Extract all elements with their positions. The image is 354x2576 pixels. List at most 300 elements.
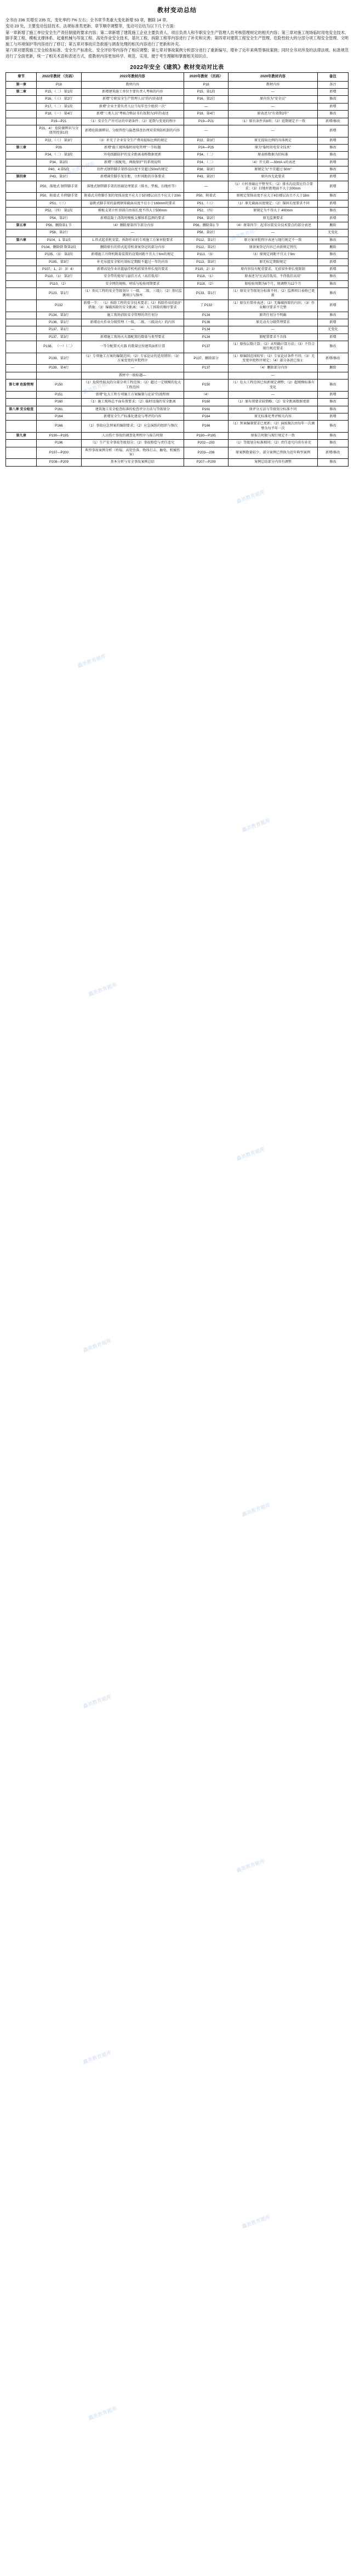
cell-page-2022: P136、第1行 (37, 319, 81, 326)
cell-page-2020: P166 (184, 421, 229, 433)
cell-chapter (6, 372, 37, 379)
cell-chapter (6, 300, 37, 312)
watermark: 鑫美教育题库 (236, 1146, 266, 1162)
cell-page-2022: P110、（1） 第2行 (37, 273, 81, 280)
cell-content-2022: （1）专项施工方案的编制范围；（2）专家论证的适用情形；（3）方案变更的审批程序 (81, 353, 184, 365)
table-row (6, 174, 349, 181)
cell-content-2022: （1）危险性较大的分部分项工程范围；（2）超过一定规模的危大工程范围 (81, 380, 184, 392)
cell-note: 修改 (317, 280, 348, 288)
cell-content-2020: 原表述为"有效期2年" (229, 111, 318, 118)
cell-content-2022: 1.塔式起重机安装、拆卸作业的专项施工方案审批要求 (81, 237, 184, 244)
cell-content-2020: （3）原规定间距不宜大于9m (229, 251, 318, 258)
cell-page-2022: P15、（二） 第1段 (37, 89, 81, 96)
cell-note: 新增 (317, 89, 348, 96)
table-row (6, 440, 349, 447)
cell-content-2020: （1）原无截面高度规定；（2）锚固长度要求不同 (229, 200, 318, 207)
cell-note: 修改 (317, 193, 348, 200)
cell-page-2020: P207—P209 (184, 459, 229, 466)
cell-page-2020: — (184, 103, 229, 110)
cell-chapter: 第二章 (6, 89, 37, 96)
cell-page-2022: P52、（四） 第1段 (37, 208, 81, 215)
cell-note: 修改 (317, 111, 348, 118)
cell-page-2020: P24—P25 (184, 144, 229, 151)
table-row (6, 334, 349, 341)
cell-content-2020: 原方案审批程序表述与现行规定不一致 (229, 237, 318, 244)
cell-page-2020: P134 (184, 326, 229, 334)
cell-page-2020: P190—P195 (184, 433, 229, 440)
cell-chapter (6, 208, 37, 215)
intro-line: 第一章新增了施工单位安全生产责任制度的要求内容；第二章新增了建筑施工企业主要负责人、项目负责人和专职安全生产管理人员考核管理规定的相关内容；第三章对施工现场临时用电安全技术、脚手架工程、模板支撑体系、起重机械与吊装工程、高处作业安全技术、基坑工程、拆除工程等内容进行了补充和完善；第四章对建筑工程安全生产管理、危险性较大的分部分项工程安全管理、文明施工与环境保护等内容进行了修订；第五章对事故应急救援与调查处理的相关内容进行了更新和补充。 (5, 30, 349, 47)
cell-page-2022: P50、附着式 升降脚手架 (37, 193, 81, 200)
cell-content-2022: 附着式升降脚手架的架体高度不应大于5倍楼层高且不应大于20m (81, 193, 184, 200)
table-row (6, 273, 349, 280)
cell-content-2020: 教材内容 (229, 81, 318, 88)
table-row (6, 125, 349, 137)
cell-page-2020: P18、第4行 (184, 111, 229, 118)
cell-content-2022: 教材中一级标题— (81, 372, 184, 379)
cell-content-2020: 原案例数量较少，部分案例已替换为近年典型案例 (229, 447, 318, 459)
cell-content-2022: （1）基坑工程的安全等级划分（一级、二级、三级）；（2）基坑监测项目与频率 (81, 288, 184, 300)
cell-content-2020: （4）删除部分内容 (229, 365, 318, 372)
cell-page-2022: P18、（一） 第4行 (37, 111, 81, 118)
cell-note: 无变化 (317, 326, 348, 334)
cell-content-2020: （1）立杆基础应平整坚实；（2）排水沟设置应符合要求；（3）扫地杆距地面不大于200mm (229, 181, 318, 193)
cell-page-2020: P150 (184, 380, 229, 392)
cell-page-2020: P19—P21 (184, 118, 229, 125)
cell-content-2020: （1）原仅有简单表述；（2）无爆破拆除的内容；（3）作业顺序要求不完整 (229, 300, 318, 312)
cell-content-2020: 原检验周期为6个月，现调整为12个月 (229, 280, 318, 288)
table-row (6, 89, 349, 96)
cell-content-2022: 新增"危大工程专项施工方案编制与论证"的流程图 (81, 391, 184, 398)
watermark: 鑫美教育题库 (236, 489, 266, 504)
cell-content-2022: （1）生产安全事故等级划分；（2）事故赔偿与责任追究 (81, 440, 184, 447)
cell-chapter (6, 312, 37, 319)
cell-content-2022: — (81, 326, 184, 334)
cell-page-2020: P137 (184, 341, 229, 353)
cell-page-2022: P34、第2段 (37, 159, 81, 166)
cell-note: 修改 (317, 237, 348, 244)
cell-chapter (6, 334, 37, 341)
table-row (6, 288, 349, 300)
cell-page-2020: P34、（二） (184, 159, 229, 166)
cell-content-2022: 新增满堂脚手架步距、立杆间距的具体要求 (81, 174, 184, 181)
cell-content-2020: — (229, 229, 318, 237)
cell-chapter: 第九章 (6, 433, 37, 440)
cell-chapter (6, 96, 37, 103)
table-row (6, 300, 349, 312)
cell-content-2020: （1）原编制范围较窄；（2）专家论证条件不同；（3）无变更审批程序规定；（4）部分条款已废止 (229, 353, 318, 365)
cell-content-2022: 外电线路防护的安全距离表格数据更新 (81, 152, 184, 159)
cell-content-2020: 原备案登记内容已由新规定替代 (229, 244, 318, 251)
cell-content-2020: — (229, 372, 318, 379)
cell-content-2022: （4）删除原第四节部分内容 (81, 222, 184, 229)
table-row (6, 118, 349, 125)
cell-note: 新增 (317, 103, 348, 110)
cell-chapter (6, 258, 37, 266)
cell-chapter (6, 459, 37, 466)
table-body (6, 81, 349, 466)
cell-page-2022: P134、第3行 (37, 312, 81, 319)
table-row (6, 406, 349, 413)
cell-chapter: 第一章 (6, 81, 37, 88)
cell-note: 修改 (317, 273, 348, 280)
cell-page-2022: P58、第2行 (37, 229, 81, 237)
cell-page-2022: P138、 （一）（二） (37, 341, 81, 353)
cell-page-2020: P134 (184, 312, 229, 319)
cell-page-2020: P160 (184, 399, 229, 406)
cell-page-2020: — (184, 125, 229, 137)
cell-chapter (6, 103, 37, 110)
cell-page-2022: P17、（二） 第1段 (37, 103, 81, 110)
cell-page-2020: P118、（2） (184, 280, 229, 288)
watermark: 鑫美教育题库 (241, 1502, 271, 1517)
cell-page-2020: P161 (184, 406, 229, 413)
cell-chapter (6, 137, 37, 144)
cell-page-2020: P51、（三） (184, 200, 229, 207)
intro-line: 变动 23 处，主要变动包括技术、法规标准类更新、章节顺序调整等，变动可总结为以下几个方面： (5, 24, 178, 29)
cell-content-2020: （1）预案编制要求已更新；（2）演练频次由每年一次调整为每半年一次 (229, 421, 318, 433)
cell-content-2022: 悬挑式脚手架的悬挑钢梁截面高度不应小于160mm的要求 (81, 200, 184, 207)
cell-chapter (6, 341, 37, 353)
cell-page-2022: P107、1、2） 3）4） (37, 266, 81, 273)
cell-content-2020: — (229, 326, 318, 334)
cell-content-2022: 典型事故案例分析（坍塌、高处坠落、物体打击、触电、机械伤害） (81, 447, 184, 459)
cell-chapter: 第八章 安全检查 (6, 406, 37, 413)
cell-content-2022: 建筑施工安全检查标准的检查评分方法与等级划分 (81, 406, 184, 413)
table-row (6, 391, 349, 398)
cell-note: 新增 (317, 181, 348, 193)
cell-chapter: 第六章 (6, 237, 37, 244)
cell-content-2020: 原配置要求不具体 (229, 334, 318, 341)
table-title: 2022年安全《建筑》教材变动对比表 (130, 65, 224, 71)
cell-content-2020: 原评分方法与等级划分标准不同 (229, 406, 318, 413)
watermark: 鑫美教育题库 (230, 226, 260, 242)
cell-page-2022 (37, 372, 81, 379)
cell-content-2022: 基本分析与安全事故案例总结 (81, 459, 184, 466)
cell-page-2022: P43、第3行 (37, 174, 81, 181)
cell-note: 新增 (317, 174, 348, 181)
cell-note: 修改 (317, 341, 348, 353)
cell-chapter (6, 229, 37, 237)
cell-content-2020: 原责任划分不明确 (229, 312, 318, 319)
cell-content-2020: 原无提取比例的具体规定 (229, 137, 318, 144)
table-row (6, 215, 349, 222)
cell-note (317, 372, 348, 379)
cell-page-2022: P139、第4行 (37, 365, 81, 372)
cell-content-2022: 新增建筑施工单位主要负责人考核的内容 (81, 89, 184, 96)
cell-content-2020: （1）原安全等级划分标准不同；（2）监测项目表格已更新 (229, 288, 318, 300)
cell-content-2022: 新增混凝土浇筑时模板支撑体系监测的要求 (81, 215, 184, 222)
table-row (6, 421, 349, 433)
table-row (6, 380, 349, 392)
header-note: 备注 (317, 73, 348, 82)
table-row (6, 229, 349, 237)
cell-page-2020: P203—206 (184, 447, 229, 459)
table-row (6, 244, 349, 251)
cell-note: 修改 (317, 96, 348, 103)
cell-content-2022: 新增一节： （1）拆除工程的安全技术要求；（2）拆除作业的防护措施；（3）爆破拆除的安全距离；（4）人工拆除的顺序要求 (81, 300, 184, 312)
cell-chapter (6, 391, 37, 398)
cell-content-2022: — (81, 365, 184, 372)
cell-chapter (6, 244, 37, 251)
cell-content-2022: 补充吊篮安全锁有效标定期限不超过一年的内容 (81, 258, 184, 266)
table-row (6, 96, 349, 103)
cell-note: 删除 (317, 244, 348, 251)
cell-page-2020: P164 (184, 413, 229, 420)
cell-page-2022: P197—P200 (37, 447, 81, 459)
cell-content-2022: 新增危险源辨识、分级管控与隐患排查治理双重预防机制的内容 (81, 125, 184, 137)
cell-page-2022: P164 (37, 413, 81, 420)
table-row (6, 152, 349, 159)
watermark: 鑫美教育题库 (241, 2214, 271, 2229)
cell-chapter (6, 111, 37, 118)
cell-chapter: 第三章 (6, 144, 37, 151)
cell-page-2020: P112、第2行 (184, 244, 229, 251)
cell-content-2022: 施工现场消防安全管理的责任划分 (81, 312, 184, 319)
cell-content-2020: 原无标准化考评相关内容 (229, 413, 318, 420)
cell-content-2020: （1）原布置要求较简略；（2）安全距离数据更新 (229, 399, 318, 406)
cell-note: 修改 (317, 166, 348, 174)
cell-page-2020: P137、删除部分 (184, 353, 229, 365)
cell-note: 新增 (317, 319, 348, 326)
cell-chapter (6, 251, 37, 258)
cell-content-2020: — (229, 89, 318, 96)
cell-note: 修改 (317, 459, 348, 466)
cell-note: 新增 (317, 300, 348, 312)
cell-chapter (6, 440, 37, 447)
cell-chapter (6, 326, 37, 334)
table-row (6, 200, 349, 207)
cell-page-2022: P110、（2） (37, 280, 81, 288)
cell-note: 修改 (317, 421, 348, 433)
cell-content-2022: 教材内容 (81, 81, 184, 88)
cell-page-2020: P58、第2行 (184, 229, 229, 237)
table-row (6, 258, 349, 266)
cell-chapter (6, 421, 37, 433)
cell-page-2022: P166 (37, 421, 81, 433)
watermark: 鑫美教育题库 (88, 982, 118, 997)
cell-chapter (6, 159, 37, 166)
cell-note: 新增 (317, 391, 348, 398)
table-row (6, 365, 349, 372)
cell-content-2020: （1）危大工程范围已按新规定调整；（2）超规模标准有变化 (229, 380, 318, 392)
cell-content-2020: 原无监测要求 (229, 215, 318, 222)
table-row (6, 447, 349, 459)
cell-content-2022: 一等分配置灭火器 的数量应按建筑面积计算 (81, 341, 184, 353)
cell-note: 新增/修改 (317, 353, 348, 365)
table-row (6, 166, 349, 174)
cell-page-2022: P18 (37, 81, 81, 88)
cell-note: 修改 (317, 144, 348, 151)
cell-content-2022: （3）补充了企业安全生产费用提取比例的规定 (81, 137, 184, 144)
cell-content-2022: 落地式钢管脚手架的基础处理要求（排水、垫板、扫地杆等） (81, 181, 184, 193)
cell-content-2020: 原规定为"不宜超过 50m" (229, 166, 318, 174)
cell-page-2020: P115、2）3） (184, 266, 229, 273)
cell-note: 新增 (317, 125, 348, 137)
cell-content-2020: 原为"临时用电安全技术" (229, 144, 318, 151)
cell-content-2022: 模板支架立杆顶部自由端长度不得大于500mm (81, 208, 184, 215)
cell-page-2020: P18 (184, 81, 229, 88)
cell-content-2020: — (229, 103, 318, 110)
table-row (6, 159, 349, 166)
cell-content-2022: 新增施工现场灭火器配置的数量与类型要求 (81, 334, 184, 341)
header-chapter: 章节 (6, 73, 37, 82)
cell-note: 新增 (317, 137, 348, 144)
cell-content-2022: 新增"三类人员"考核合格证书有效期为3年的表述 (81, 111, 184, 118)
cell-page-2022: P105、第3行 (37, 258, 81, 266)
cell-content-2020: — (229, 125, 318, 137)
cell-note: 修改 (317, 380, 348, 392)
cell-content-2020: （4）原第四节：起重吊装安全技术要点的部分表述 (229, 222, 318, 229)
table-header-row (6, 73, 349, 82)
cell-page-2022: P40、4.第5段 (37, 166, 81, 174)
cell-content-2020: 原表述为"应高挂低用，不得低挂高用" (229, 273, 318, 280)
cell-page-2020: P56、删除第1 节 (184, 222, 229, 229)
intro-line: 第六章对建筑施工安全检查标准、安全生产标准化、安全评价等内容作了相应调整；第七章对事故案例分析部分进行了重新编写，增补了近年来典型事故案例；同时全书对涉及的法律法规、标准规范进行了全面更新，统一了相关术语和表述方式，使教材内容更加科学、规范、实用，便于考生理解和掌握相关知识点。 (5, 48, 349, 59)
table-row (6, 341, 349, 353)
cell-content-2022: 新增"施工现场临时用电管理"一节标题 (81, 144, 184, 151)
cell-chapter (6, 125, 37, 137)
cell-page-2020: 了 P132 (184, 300, 229, 312)
cell-chapter (6, 413, 37, 420)
table-row (6, 251, 349, 258)
header-content-2022: 2022年教材内容 (81, 73, 184, 82)
cell-page-2022: P160 (37, 399, 81, 406)
cell-chapter (6, 152, 37, 159)
cell-content-2020: （1）原按层数计算；（2）未明确计算方法；（3）不符合现行规范要求 (229, 341, 318, 353)
cell-page-2022: P21、4） 危险源辨识与分级管控第1段 (37, 125, 81, 137)
cell-page-2022: P132 (37, 300, 81, 312)
table-row (6, 319, 349, 326)
cell-page-2020: P34、（二） (184, 152, 229, 159)
cell-chapter (6, 266, 37, 273)
cell-page-2022: P139、第2行 (37, 353, 81, 365)
cell-content-2020: （1）等级划分标准相同；（2）责任追究内容有补充 (229, 440, 318, 447)
cell-chapter (6, 319, 37, 326)
cell-note: 修改 (317, 208, 348, 215)
watermark: 鑫美教育题库 (77, 653, 107, 669)
cell-note: 备注 (317, 81, 348, 88)
cell-content-2022: 安全网的规格、材质与检验周期要求 (81, 280, 184, 288)
cell-page-2020: P118、（1） (184, 273, 229, 280)
cell-page-2020: P16、第2行 (184, 96, 229, 103)
table-row (6, 222, 349, 229)
cell-note: 新增 (317, 159, 348, 166)
cell-chapter (6, 193, 37, 200)
header-content-2020: 2020年教材内容 (229, 73, 318, 82)
table-row (6, 111, 349, 118)
cell-content-2022: （1）施工现场总平面布置要求；（2）临时设施的安全距离 (81, 399, 184, 406)
cell-page-2022: P50、落地式 钢管脚手架 (37, 181, 81, 193)
cell-page-2022: P196 (37, 440, 81, 447)
table-row (6, 81, 349, 88)
cell-note: 修改 (317, 399, 348, 406)
cell-page-2022: P54、第2行 (37, 215, 81, 222)
cell-content-2020: — (229, 391, 318, 398)
cell-page-2020: P133、第1行 (184, 288, 229, 300)
comparison-table (5, 72, 349, 467)
cell-chapter (6, 118, 37, 125)
table-row (6, 181, 349, 193)
cell-page-2022: P51、（三） (37, 200, 81, 207)
cell-page-2022: P123、第1行 (37, 288, 81, 300)
cell-note: 修改 (317, 406, 348, 413)
cell-content-2020: 原内容无此要求 (229, 174, 318, 181)
cell-note: 删除 (317, 365, 348, 372)
table-row (6, 312, 349, 319)
cell-page-2020: — (184, 181, 229, 193)
cell-page-2020: P136 (184, 319, 229, 326)
table-row (6, 266, 349, 273)
cell-page-2022: P34、（二） 第3段 (37, 152, 81, 159)
cell-content-2020: 原内容仅有配重要求，无前梁外伸长度限制 (229, 266, 318, 273)
watermark: 鑫美教育题库 (88, 2406, 118, 2421)
table-row (6, 280, 349, 288)
table-row (6, 326, 349, 334)
table-row (6, 193, 349, 200)
cell-page-2020: P134 (184, 334, 229, 341)
cell-chapter (6, 399, 37, 406)
cell-note: 修改 (317, 251, 348, 258)
table-row (6, 103, 349, 110)
watermark: 鑫美教育题库 (82, 1694, 112, 1709)
cell-content-2022: — (81, 229, 184, 237)
cell-page-2022: P105、（3） 第2段 (37, 251, 81, 258)
watermark: 鑫美教育题库 (82, 380, 112, 395)
cell-page-2020: （4） (184, 391, 229, 398)
cell-content-2020: 原规定为不得大于 400mm (229, 208, 318, 215)
watermark: 鑫美教育题库 (236, 1858, 266, 1873)
cell-chapter: 第七章 危险管理 (6, 380, 37, 392)
intro-paragraphs (5, 18, 349, 59)
cell-page-2020: P15、第1段 (184, 89, 229, 96)
table-row (6, 459, 349, 466)
cell-chapter (6, 353, 37, 365)
cell-chapter: 第四章 (6, 174, 37, 181)
cell-note: 新增 (317, 258, 348, 266)
cell-content-2022: 安全带的使用与悬挂方式（高挂低用） (81, 273, 184, 280)
header-page-2022: 2022年教材 （页码） (37, 73, 81, 82)
cell-page-2022: P151 (37, 391, 81, 398)
cell-content-2022: （1）安全生产许可证的申请条件；（2）延期与变更的程序 (81, 118, 184, 125)
intro-line: 全书由 236 页增至 235 页，变化率约 7% 左右；全书章节类重大变化新增 53 章，删除 14 章。 (5, 18, 170, 22)
table-row (6, 433, 349, 440)
cell-page-2022: P16、（三） 第2行 (37, 96, 81, 103)
cell-page-2020 (184, 372, 229, 379)
cell-page-2020: P54、第2行 (184, 215, 229, 222)
header-page-2020: 2020年教材 （页码） (184, 73, 229, 82)
watermark: 鑫美教育题库 (66, 160, 96, 176)
cell-note: 新增 (317, 215, 348, 222)
cell-note: 新增/修改 (317, 447, 348, 459)
table-row (6, 144, 349, 151)
cell-chapter (6, 280, 37, 288)
cell-content-2022: 新增"三级配电、两级保护"的系统说明 (81, 159, 184, 166)
watermark: 鑫美教育题库 (82, 2050, 112, 2065)
cell-chapter: 第五章 (6, 222, 37, 229)
cell-content-2022: 新增高处作业吊篮悬挂机构前梁外伸长度的要求 (81, 266, 184, 273)
cell-page-2022: P137、第1行 (37, 326, 81, 334)
cell-chapter (6, 215, 37, 222)
cell-page-2022: P56、删除第1 节 (37, 222, 81, 229)
cell-page-2022: P137、第3行 (37, 334, 81, 341)
watermark: 鑫美教育题库 (241, 818, 271, 833)
cell-content-2022: 删除原有的塔式起重机备案登记的部分内容 (81, 244, 184, 251)
cell-page-2020: P113、（3） (184, 251, 229, 258)
cell-content-2022: 新增施工升降机附着装置的设置间距不宜大于6m的规定 (81, 251, 184, 258)
cell-content-2022: 新增安全生产标准化建设与考评的内容 (81, 413, 184, 420)
cell-page-2020: P43、第2行 (184, 174, 229, 181)
